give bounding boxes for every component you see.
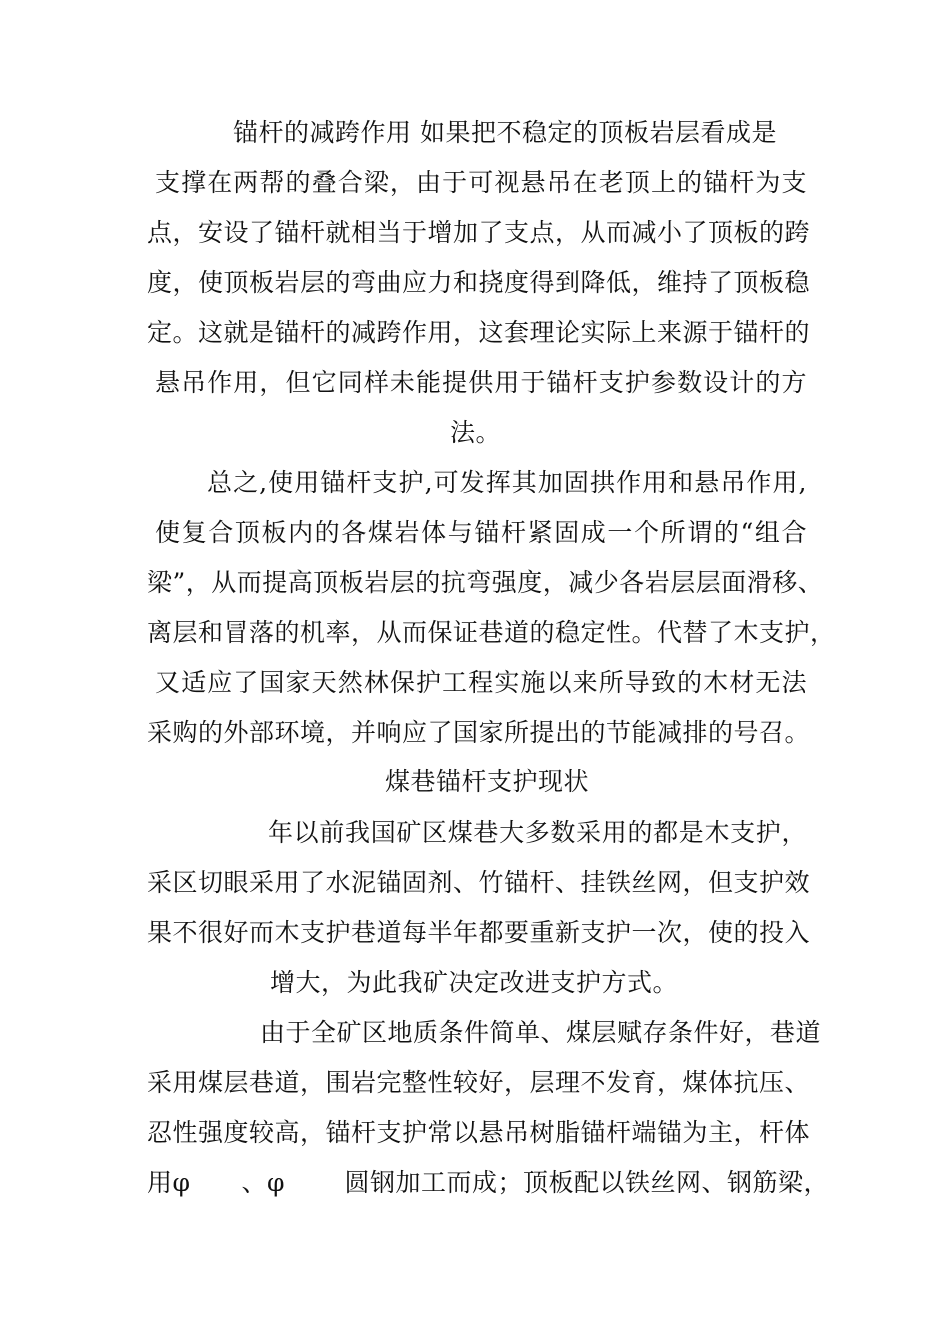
paragraph-4-line-2: 采用煤层巷道，围岩完整性较好，层理不发育，煤体抗压、 xyxy=(147,1068,811,1097)
paragraph-3-line-3: 果不很好而木支护巷道每半年都要重新支护一次，使的投入 xyxy=(147,918,811,947)
paragraph-3-line-4: 增大，为此我矿决定改进支护方式。 xyxy=(270,968,679,997)
section-heading: 煤巷锚杆支护现状 xyxy=(385,767,590,796)
paragraph-2-line-6: 采购的外部环境，并响应了国家所提出的节能减排的号召。 xyxy=(147,718,811,747)
paragraph-1-line-6: 悬吊作用，但它同样未能提供用于锚杆支护参数设计的方 xyxy=(155,368,807,397)
paragraph-1-line-1: 锚杆的减跨作用 如果把不稳定的顶板岩层看成是 xyxy=(233,118,777,147)
paragraph-1-line-2: 支撑在两帮的叠合梁，由于可视悬吊在老顶上的锚杆为支 xyxy=(155,168,807,197)
paragraph-3-line-1: 年以前我国矿区煤巷大多数采用的都是木支护， xyxy=(268,818,807,847)
paragraph-2-line-3: 梁”，从而提高顶板岩层的抗弯强度，减少各岩层层面滑移、 xyxy=(147,568,824,597)
paragraph-2-line-5: 又适应了国家天然林保护工程实施以来所导致的木材无法 xyxy=(155,668,807,697)
paragraph-1-line-4: 度，使顶板岩层的弯曲应力和挠度得到降低，维持了顶板稳 xyxy=(147,268,811,297)
paragraph-4-line-1: 由于全矿区地质条件简单、煤层赋存条件好，巷道 xyxy=(260,1018,822,1047)
paragraph-2-line-4: 离层和冒落的机率，从而保证巷道的稳定性。代替了木支护， xyxy=(147,618,836,647)
paragraph-1-line-3: 点，安设了锚杆就相当于增加了支点，从而减小了顶板的跨 xyxy=(147,218,811,247)
paragraph-3-line-2: 采区切眼采用了水泥锚固剂、竹锚杆、挂铁丝网，但支护效 xyxy=(147,868,811,897)
paragraph-4-line-3: 忍性强度较高，锚杆支护常以悬吊树脂锚杆端锚为主，杆体 xyxy=(147,1118,811,1147)
paragraph-4-line-4: 用φ 、φ 圆钢加工而成；顶板配以铁丝网、钢筋梁， xyxy=(147,1168,829,1197)
paragraph-2-line-1: 总之,使用锚杆支护,可发挥其加固拱作用和悬吊作用, xyxy=(207,468,807,497)
paragraph-2-line-2: 使复合顶板内的各煤岩体与锚杆紧固成一个所谓的“组合 xyxy=(155,518,807,547)
paragraph-1-line-5: 定。这就是锚杆的减跨作用，这套理论实际上来源于锚杆的 xyxy=(147,318,811,347)
paragraph-1-line-7: 法。 xyxy=(450,418,502,447)
